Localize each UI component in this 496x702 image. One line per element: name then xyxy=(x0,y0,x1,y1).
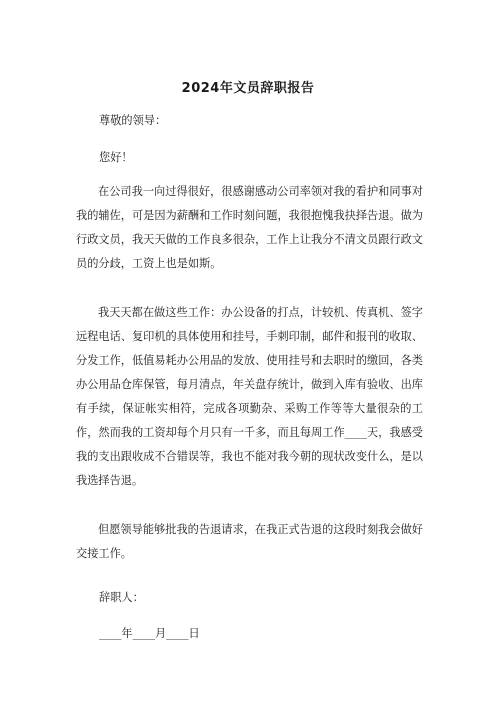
paragraph-3: 但愿领导能够批我的告退请求，在我正式告退的这段时刻我会做好交接工作。 xyxy=(76,523,423,560)
document-title: 2024年文员辞职报告 xyxy=(181,81,315,96)
signature-label: 辞职人： xyxy=(99,591,144,604)
paragraph-1: 在公司我一向过得很好，很感谢感动公司率领对我的看护和同事对我的辅佐，可是因为薪酬和工作时刻问题，我很抱愧我抉择告退。做为行政文员，我天天做的工作良多很杂，工作上让我分不清文员跟行政文员的分歧，工资上也是如斯。 xyxy=(76,185,423,270)
date-line: ____年____月____日 xyxy=(99,627,200,640)
greeting: 您好！ xyxy=(99,151,133,164)
salutation: 尊敬的领导： xyxy=(99,114,167,127)
paragraph-2: 我天天都在做这些工作：办公设备的打点，计较机、传真机、签字远程电话、复印机的具体使用和挂号，手刺印制，邮件和报刊的收取、分发工作，低值易耗办公用品的发放、使用挂号和去职时的缴回，各类办公用品仓库保管，每月清点，年关盘存统计，做到入库有验收、出库有手续，保证帐实相符，完成各项勤杂、采购工作等等大量很杂的工作，然而我的工资却每个月只有一千多，而且每周工作____天，我感受我的支出跟收成不合错误等，我也不能对我今朝的现状改变什么，是以我选择告退。 xyxy=(76,306,423,487)
